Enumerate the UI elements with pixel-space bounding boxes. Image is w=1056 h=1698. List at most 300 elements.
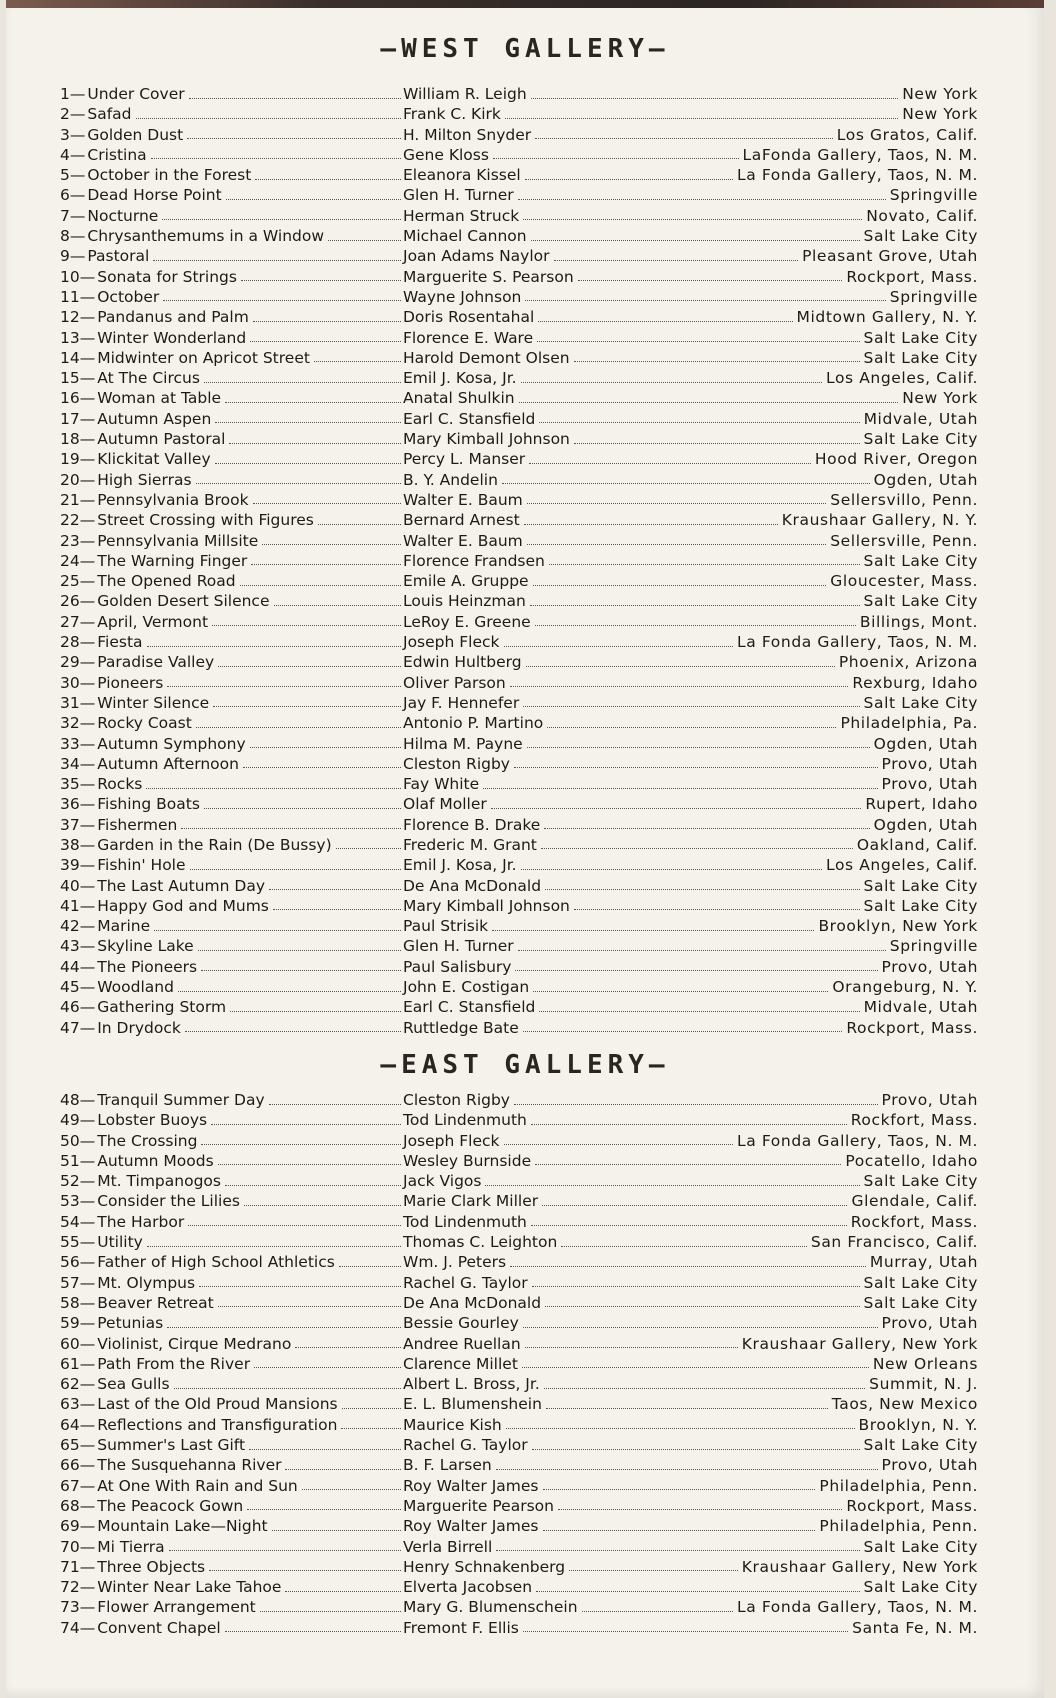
dot-leader xyxy=(515,970,877,971)
painting-entry xyxy=(60,125,403,145)
dot-leader xyxy=(510,1266,866,1267)
dot-leader xyxy=(485,1185,859,1186)
artist-entry xyxy=(403,1018,978,1038)
dot-leader xyxy=(535,138,833,139)
dot-leader xyxy=(531,1124,847,1125)
painting-title: April, Vermont xyxy=(97,612,209,631)
artist-name: Herman Struck xyxy=(403,206,520,225)
artist-entry xyxy=(403,571,978,591)
dot-leader xyxy=(521,382,822,383)
item-number: 57— xyxy=(60,1273,96,1292)
artist-location: Salt Lake City xyxy=(863,876,978,895)
artist-entry xyxy=(403,125,978,145)
dot-leader xyxy=(188,1225,401,1226)
artist-location: Brooklyn, New York xyxy=(818,917,978,936)
dot-leader xyxy=(147,1246,401,1247)
painting-entry xyxy=(60,510,403,530)
painting-entry xyxy=(60,1252,403,1272)
painting-entry xyxy=(60,1171,403,1191)
painting-title: Fishermen xyxy=(97,815,178,834)
dot-leader xyxy=(230,1011,401,1012)
list-item xyxy=(60,673,978,693)
artist-location: New Orleans xyxy=(872,1354,978,1373)
painting-entry xyxy=(60,1557,403,1577)
list-item xyxy=(60,713,978,733)
artist-entry xyxy=(403,734,978,754)
artist-entry xyxy=(403,1496,978,1516)
list-item xyxy=(60,1151,978,1171)
dot-leader xyxy=(527,544,826,545)
artist-location: Midvale, Utah xyxy=(863,998,978,1017)
item-number: 50— xyxy=(60,1131,96,1150)
artist-location: Salt Lake City xyxy=(863,430,978,449)
dot-leader xyxy=(537,341,859,342)
item-number: 52— xyxy=(60,1172,96,1191)
artist-name: Edwin Hultberg xyxy=(403,653,522,672)
list-item xyxy=(60,1293,978,1313)
dot-leader xyxy=(542,1205,847,1206)
dot-leader xyxy=(136,118,401,119)
painting-title: Dead Horse Point xyxy=(87,186,222,205)
artist-entry xyxy=(403,876,978,896)
painting-title: Autumn Aspen xyxy=(97,409,212,428)
artist-name: Maurice Kish xyxy=(403,1415,502,1434)
artist-location: Summit, N. J. xyxy=(869,1375,978,1394)
artist-entry xyxy=(403,1354,978,1374)
artist-name: Glen H. Turner xyxy=(403,937,514,956)
artist-location: Philadelphia, Pa. xyxy=(840,714,978,733)
list-item xyxy=(60,896,978,916)
artist-entry xyxy=(403,287,978,307)
painting-entry xyxy=(60,896,403,916)
artist-entry xyxy=(403,1131,978,1151)
artist-location: Salt Lake City xyxy=(863,1293,978,1312)
list-item xyxy=(60,1577,978,1597)
item-number: 41— xyxy=(60,896,96,915)
list-item xyxy=(60,957,978,977)
dot-leader xyxy=(262,544,401,545)
list-item xyxy=(60,246,978,266)
item-number: 9— xyxy=(60,247,86,266)
painting-entry xyxy=(60,1537,403,1557)
painting-title: The Peacock Gown xyxy=(97,1496,244,1515)
painting-entry xyxy=(60,531,403,551)
artist-name: Frank C. Kirk xyxy=(403,105,501,124)
dot-leader xyxy=(527,503,827,504)
dot-leader xyxy=(247,1509,401,1510)
artist-name: Albert L. Bross, Jr. xyxy=(403,1375,540,1394)
list-item xyxy=(60,1313,978,1333)
artist-name: Bernard Arnest xyxy=(403,511,520,530)
item-number: 16— xyxy=(60,389,96,408)
artist-name: Hilma M. Payne xyxy=(403,734,523,753)
painting-title: Petunias xyxy=(97,1314,164,1333)
artist-name: Bessie Gourley xyxy=(403,1314,519,1333)
painting-title: Flower Arrangement xyxy=(97,1598,256,1617)
list-item xyxy=(60,185,978,205)
painting-title: Pennsylvania Millsite xyxy=(97,531,259,550)
painting-entry xyxy=(60,470,403,490)
dot-leader xyxy=(199,1286,401,1287)
list-item xyxy=(60,429,978,449)
dot-leader xyxy=(339,1266,401,1267)
dot-leader xyxy=(285,1591,401,1592)
dot-leader xyxy=(545,889,860,890)
dot-leader xyxy=(251,564,401,565)
list-item xyxy=(60,977,978,997)
dot-leader xyxy=(153,260,401,261)
artist-name: Rachel G. Taylor xyxy=(403,1273,528,1292)
painting-title: Autumn Moods xyxy=(97,1151,214,1170)
artist-location: Oakland, Calif. xyxy=(856,835,978,854)
artist-entry xyxy=(403,835,978,855)
artist-entry xyxy=(403,1516,978,1536)
dot-leader xyxy=(532,1449,860,1450)
dot-leader xyxy=(341,1428,401,1429)
painting-entry xyxy=(60,551,403,571)
painting-entry xyxy=(60,591,403,611)
artist-name: Paul Strisik xyxy=(403,917,489,936)
item-number: 56— xyxy=(60,1253,96,1272)
dot-leader xyxy=(255,179,401,180)
artist-entry xyxy=(403,1557,978,1577)
item-number: 63— xyxy=(60,1395,96,1414)
artist-location: Murray, Utah xyxy=(869,1253,978,1272)
artist-name: Marguerite Pearson xyxy=(403,1496,554,1515)
dot-leader xyxy=(525,1347,738,1348)
artist-location: Gloucester, Mass. xyxy=(830,572,978,591)
painting-title: Skyline Lake xyxy=(97,937,194,956)
painting-entry xyxy=(60,936,403,956)
painting-title: Autumn Afternoon xyxy=(97,754,239,773)
dot-leader xyxy=(536,1591,860,1592)
painting-entry xyxy=(60,84,403,104)
dot-leader xyxy=(342,1408,401,1409)
painting-entry xyxy=(60,1476,403,1496)
artist-name: De Ana McDonald xyxy=(403,876,542,895)
list-item xyxy=(60,368,978,388)
artist-location: Springville xyxy=(889,186,978,205)
dot-leader xyxy=(525,179,733,180)
artist-entry xyxy=(403,449,978,469)
list-item xyxy=(60,1537,978,1557)
painting-title: Utility xyxy=(97,1233,143,1252)
painting-entry xyxy=(60,612,403,632)
list-item xyxy=(60,815,978,835)
painting-title: The Opened Road xyxy=(97,572,236,591)
artist-location: Brooklyn, N. Y. xyxy=(858,1415,978,1434)
painting-title: Rocks xyxy=(97,775,143,794)
list-item xyxy=(60,1110,978,1130)
list-item xyxy=(60,510,978,530)
list-item xyxy=(60,287,978,307)
dot-leader xyxy=(187,138,401,139)
list-item xyxy=(60,1374,978,1394)
list-item xyxy=(60,1252,978,1272)
item-number: 12— xyxy=(60,308,96,327)
item-number: 58— xyxy=(60,1293,96,1312)
artist-entry xyxy=(403,145,978,165)
artist-name: Harold Demont Olsen xyxy=(403,348,570,367)
artist-location: Springville xyxy=(889,937,978,956)
dot-leader xyxy=(524,524,778,525)
artist-location: Salt Lake City xyxy=(863,1436,978,1455)
artist-entry xyxy=(403,307,978,327)
artist-location: Salt Lake City xyxy=(863,1578,978,1597)
list-item xyxy=(60,1171,978,1191)
dot-leader xyxy=(514,767,878,768)
painting-title: Fiesta xyxy=(97,633,143,652)
artist-location: Kraushaar Gallery, New York xyxy=(741,1334,978,1353)
dot-leader xyxy=(147,646,401,647)
dot-leader xyxy=(574,361,860,362)
dot-leader xyxy=(535,1164,841,1165)
item-number: 5— xyxy=(60,166,86,185)
painting-title: Sea Gulls xyxy=(97,1375,170,1394)
artist-location: Provo, Utah xyxy=(881,1456,978,1475)
dot-leader xyxy=(539,422,859,423)
item-number: 44— xyxy=(60,957,96,976)
dot-leader xyxy=(541,848,853,849)
dot-leader xyxy=(504,1144,733,1145)
list-item xyxy=(60,652,978,672)
artist-location: La Fonda Gallery, Taos, N. M. xyxy=(736,633,978,652)
artist-entry xyxy=(403,632,978,652)
painting-entry xyxy=(60,429,403,449)
dot-leader xyxy=(521,869,822,870)
artist-location: Sellersville, Penn. xyxy=(830,531,978,550)
artist-location: Springville xyxy=(889,287,978,306)
item-number: 64— xyxy=(60,1415,96,1434)
item-number: 15— xyxy=(60,369,96,388)
painting-title: Pioneers xyxy=(97,673,164,692)
artist-entry xyxy=(403,855,978,875)
artist-name: B. F. Larsen xyxy=(403,1456,492,1475)
dot-leader xyxy=(328,240,401,241)
list-item xyxy=(60,794,978,814)
artist-name: Louis Heinzman xyxy=(403,592,526,611)
artist-location: Taos, New Mexico xyxy=(831,1395,978,1414)
dot-leader xyxy=(502,483,870,484)
list-item xyxy=(60,125,978,145)
list-item xyxy=(60,449,978,469)
item-number: 19— xyxy=(60,450,96,469)
dot-leader xyxy=(226,199,401,200)
painting-entry xyxy=(60,835,403,855)
painting-entry xyxy=(60,673,403,693)
dot-leader xyxy=(215,422,401,423)
artist-location: Provo, Utah xyxy=(881,775,978,794)
item-number: 17— xyxy=(60,409,96,428)
painting-entry xyxy=(60,1496,403,1516)
artist-entry xyxy=(403,328,978,348)
artist-name: Emile A. Gruppe xyxy=(403,572,529,591)
list-item xyxy=(60,1212,978,1232)
catalog-page xyxy=(6,0,1044,1698)
artist-location: Provo, Utah xyxy=(881,1091,978,1109)
artist-location: Phoenix, Arizona xyxy=(838,653,978,672)
artist-name: Tod Lindenmuth xyxy=(403,1111,527,1130)
list-item xyxy=(60,876,978,896)
dot-leader xyxy=(496,1469,878,1470)
item-number: 29— xyxy=(60,653,96,672)
list-item xyxy=(60,388,978,408)
painting-title: Fishing Boats xyxy=(97,795,200,814)
painting-title: Three Objects xyxy=(97,1557,206,1576)
artist-name: Mary G. Blumenschein xyxy=(403,1598,578,1617)
list-item xyxy=(60,855,978,875)
dot-leader xyxy=(318,524,401,525)
dot-leader xyxy=(510,686,849,687)
painting-title: Consider the Lilies xyxy=(97,1192,240,1211)
dot-leader xyxy=(492,930,814,931)
painting-entry xyxy=(60,1415,403,1435)
list-item xyxy=(60,693,978,713)
dot-leader xyxy=(543,1489,816,1490)
painting-entry xyxy=(60,104,403,124)
dot-leader xyxy=(523,1631,848,1632)
artist-name: Emil J. Kosa, Jr. xyxy=(403,856,517,875)
artist-name: Andree Ruellan xyxy=(403,1334,521,1353)
artist-location: Los Angeles, Calif. xyxy=(825,369,978,388)
painting-title: Winter Silence xyxy=(97,693,210,712)
dot-leader xyxy=(249,1449,401,1450)
item-number: 33— xyxy=(60,734,96,753)
artist-name: Verla Birrell xyxy=(403,1537,493,1556)
dot-leader xyxy=(178,991,401,992)
painting-entry xyxy=(60,876,403,896)
artist-location: New York xyxy=(902,389,978,408)
painting-entry xyxy=(60,1232,403,1252)
item-number: 28— xyxy=(60,633,96,652)
dot-leader xyxy=(250,747,401,748)
list-item xyxy=(60,1354,978,1374)
list-item xyxy=(60,1191,978,1211)
dot-leader xyxy=(250,341,401,342)
item-number: 43— xyxy=(60,937,96,956)
painting-title: Woman at Table xyxy=(97,389,222,408)
dot-leader xyxy=(525,300,885,301)
dot-leader xyxy=(154,930,401,931)
artist-name: Florence B. Drake xyxy=(403,815,541,834)
dot-leader xyxy=(190,869,401,870)
dot-leader xyxy=(163,300,401,301)
dot-leader xyxy=(336,848,401,849)
artist-name: Wayne Johnson xyxy=(403,287,522,306)
artist-entry xyxy=(403,165,978,185)
east-gallery-heading: —EAST GALLERY— xyxy=(380,1050,670,1080)
artist-location: Midvale, Utah xyxy=(863,409,978,428)
dot-leader xyxy=(546,1408,828,1409)
painting-entry xyxy=(60,1577,403,1597)
list-item xyxy=(60,632,978,652)
artist-name: Rachel G. Taylor xyxy=(403,1436,528,1455)
artist-name: Emil J. Kosa, Jr. xyxy=(403,369,517,388)
artist-entry xyxy=(403,1293,978,1313)
painting-entry xyxy=(60,734,403,754)
painting-title: High Sierras xyxy=(97,470,192,489)
dot-leader xyxy=(532,1286,860,1287)
artist-name: Fremont F. Ellis xyxy=(403,1618,519,1637)
item-number: 49— xyxy=(60,1111,96,1130)
dot-leader xyxy=(244,1205,401,1206)
dot-leader xyxy=(533,585,827,586)
artist-name: Mary Kimball Johnson xyxy=(403,896,570,915)
painting-entry xyxy=(60,165,403,185)
artist-entry xyxy=(403,246,978,266)
item-number: 54— xyxy=(60,1212,96,1231)
painting-title: The Pioneers xyxy=(97,957,198,976)
painting-entry xyxy=(60,1435,403,1455)
list-item xyxy=(60,1496,978,1516)
item-number: 68— xyxy=(60,1496,96,1515)
dot-leader xyxy=(505,118,898,119)
dot-leader xyxy=(574,909,860,910)
artist-location: Pocatello, Idaho xyxy=(845,1151,978,1170)
list-item xyxy=(60,1476,978,1496)
list-item xyxy=(60,531,978,551)
painting-title: Summer's Last Gift xyxy=(97,1436,246,1455)
dot-leader xyxy=(253,321,401,322)
item-number: 47— xyxy=(60,1018,96,1037)
artist-location: Ogden, Utah xyxy=(873,470,978,489)
item-number: 48— xyxy=(60,1091,96,1109)
artist-location: Rexburg, Idaho xyxy=(852,673,978,692)
artist-entry xyxy=(403,1171,978,1191)
artist-name: Olaf Moller xyxy=(403,795,487,814)
dot-leader xyxy=(538,321,792,322)
dot-leader xyxy=(189,98,401,99)
dot-leader xyxy=(273,909,401,910)
painting-entry xyxy=(60,1354,403,1374)
artist-entry xyxy=(403,1232,978,1252)
list-item xyxy=(60,551,978,571)
painting-entry xyxy=(60,1212,403,1232)
artist-location: Kraushaar Gallery, N. Y. xyxy=(781,511,978,530)
item-number: 30— xyxy=(60,673,96,692)
dot-leader xyxy=(215,463,401,464)
dot-leader xyxy=(218,1306,401,1307)
list-item xyxy=(60,571,978,591)
painting-entry xyxy=(60,449,403,469)
dot-leader xyxy=(211,1124,401,1125)
item-number: 31— xyxy=(60,693,96,712)
item-number: 34— xyxy=(60,754,96,773)
dot-leader xyxy=(196,727,401,728)
list-item xyxy=(60,1131,978,1151)
painting-entry xyxy=(60,1110,403,1130)
item-number: 74— xyxy=(60,1618,96,1637)
artist-name: Marguerite S. Pearson xyxy=(403,267,574,286)
item-number: 6— xyxy=(60,186,86,205)
dot-leader xyxy=(506,1428,855,1429)
dot-leader xyxy=(519,402,899,403)
artist-name: Walter E. Baum xyxy=(403,490,523,509)
painting-entry xyxy=(60,1131,403,1151)
artist-location: Salt Lake City xyxy=(863,328,978,347)
artist-location: Rockfort, Mass. xyxy=(850,1212,978,1231)
item-number: 51— xyxy=(60,1151,96,1170)
artist-location: Midtown Gallery, N. Y. xyxy=(796,308,978,327)
dot-leader xyxy=(582,1611,733,1612)
artist-entry xyxy=(403,936,978,956)
dot-leader xyxy=(162,219,401,220)
painting-title: Violinist, Cirque Medrano xyxy=(97,1334,292,1353)
artist-entry xyxy=(403,774,978,794)
artist-location: Salt Lake City xyxy=(863,348,978,367)
item-number: 13— xyxy=(60,328,96,347)
dot-leader xyxy=(496,1550,859,1551)
